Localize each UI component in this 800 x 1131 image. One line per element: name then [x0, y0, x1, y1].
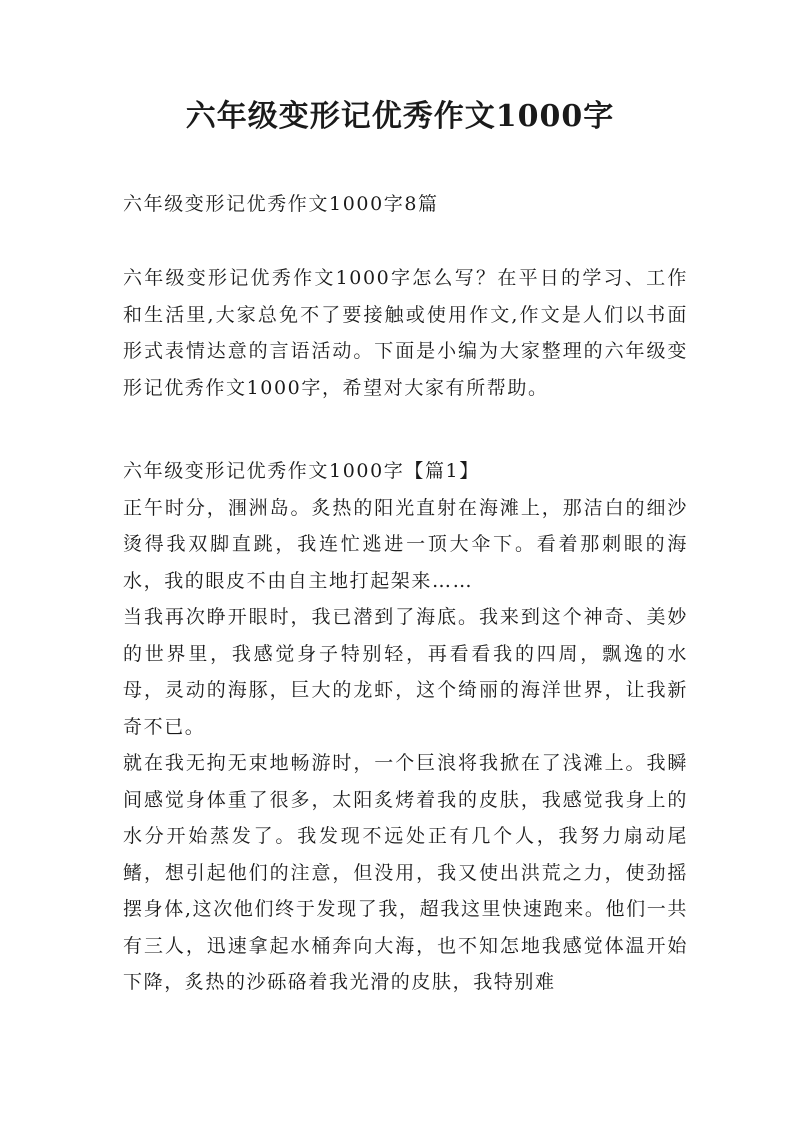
article-paragraph-3: 就在我无拘无束地畅游时，一个巨浪将我掀在了浅滩上。我瞬间感觉身体重了很多，太阳炙烤着我的皮肤，我感觉我身上的水分开始蒸发了。我发现不远处正有几个人，我努力扇动尾鳍，想引起他们的注意，但没用，我又使出洪荒之力，使劲摇摆身体,这次他们终于发现了我，超我这里快速跑来。他们一共有三人，迅速拿起水桶奔向大海，也不知怎地我感觉体温开始下降，炙热的沙砾硌着我光滑的皮肤，我特别难: [123, 752, 688, 993]
intro-paragraph: 六年级变形记优秀作文1000字怎么写？在平日的学习、工作和生活里,大家总免不了要接触或使用作文,作文是人们以书面形式表情达意的言语活动。下面是小编为大家整理的六年级变形记优秀作文1000字，希望对大家有所帮助。: [123, 267, 688, 399]
document-title: 六年级变形记优秀作文1000字: [185, 99, 615, 134]
article-section-1: [123, 453, 688, 1001]
section-heading: 六年级变形记优秀作文1000字【篇1】: [123, 460, 480, 482]
document-subtitle: 六年级变形记优秀作文1000字8篇: [123, 193, 439, 215]
article-paragraph-1: 正午时分，涠洲岛。炙热的阳光直射在海滩上，那洁白的细沙烫得我双脚直跳，我连忙逃进一顶大伞下。看着那刺眼的海水，我的眼皮不由自主地打起架来……: [123, 496, 688, 592]
article-paragraph-2: 当我再次睁开眼时，我已潜到了海底。我来到这个神奇、美妙的世界里，我感觉身子特别轻，再看看我的四周，飘逸的水母，灵动的海豚，巨大的龙虾，这个绮丽的海洋世界，让我新奇不已。: [123, 606, 688, 738]
